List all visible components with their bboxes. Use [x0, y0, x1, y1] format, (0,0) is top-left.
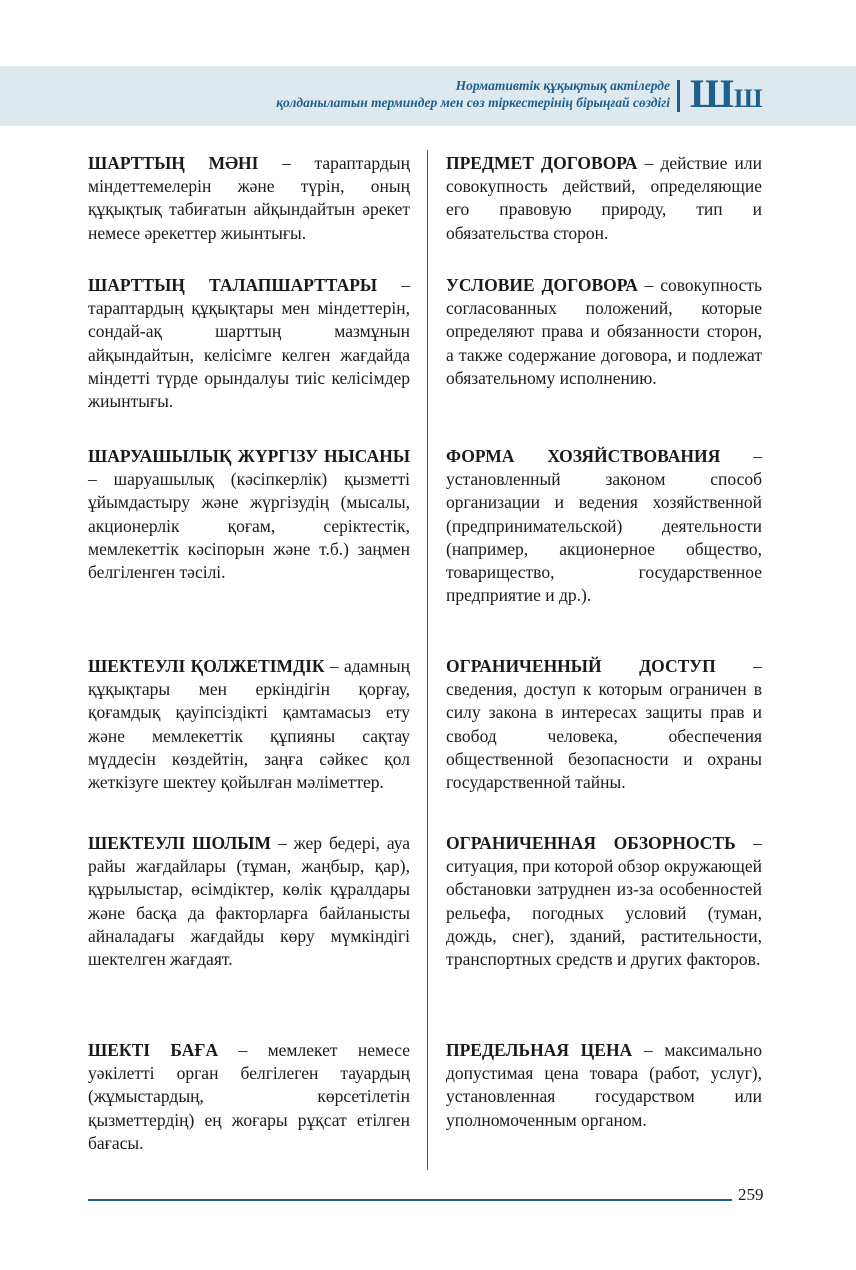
footer-rule: [88, 1199, 732, 1201]
term-kk: ШЕКТЕУЛІ ҚОЛЖЕТІМДІК: [88, 656, 325, 676]
page-number: 259: [738, 1185, 764, 1204]
entry-ru-1: [446, 152, 762, 245]
entry-kk-3: [88, 445, 410, 584]
definition-ru: – совокупность согласованных положений, которые определяют права и обязанности сторон, а также содержание договора, и подлежат обязательному исполнению.: [446, 275, 762, 388]
term-ru: ПРЕДМЕТ ДОГОВОРА: [446, 153, 638, 173]
entry-kk-2: [88, 274, 410, 413]
entry-ru-6: [446, 1039, 762, 1132]
entry-kk-5: [88, 832, 410, 971]
entry-ru-5: [446, 832, 762, 971]
definition-kk: – адамның құқықтары мен еркіндігін қорғау, қоғамдық қауіпсіздікті қамтамасыз ету және мемлекеттік құпияны сақтау мүддесін көздейтін, заңға сәйкес қол жеткізуге шектеу қойылған мәліметтер.: [88, 656, 410, 793]
definition-kk: – жер бедері, ауа райы жағдайлары (тұман, жаңбыр, қар), құрылыстар, өсімдіктер, көлік құралдары және басқа да факторларға байланысты айналадағы жағдайды көру мүмкіндігі шектелген жағдаят.: [88, 833, 410, 970]
running-header: [276, 77, 670, 111]
entry-ru-4: [446, 655, 762, 794]
header-line-1: Нормативтік құқықтық актілерде: [455, 78, 670, 93]
definition-ru: – действие или совокупность действий, определяющие его правовую природу, тип и обязательства сторон.: [446, 153, 763, 243]
definition-kk: – шаруашылық (кәсіпкерлік) қызметті ұйымдастыру және жүргізудің (мысалы, акционерлік қоғам, серіктестік, мемлекеттік кәсіпорын және т.б.) заңмен белгіленген тәсілі.: [88, 469, 410, 583]
definition-kk: – тараптардың құқықтары мен міндеттерін, сондай-ақ шарттың мазмұнын айқындайтын, келісімге келген жағдайда міндетті түрде орындалуы тиіс келісімдер жиынтығы.: [88, 275, 410, 412]
definition-ru: – установленный законом способ организации и ведения хозяйственной (предпринимательской) деятельности (например, акционерное общество, товарищество, государственное предприятие и др.).: [446, 446, 762, 606]
term-ru: ОГРАНИЧЕННЫЙ ДОСТУП: [446, 656, 716, 676]
header-line-2: қолданылатын терминдер мен сөз тіркестерінің бірыңғай сөздігі: [276, 95, 670, 110]
section-letter: [690, 70, 763, 123]
term-kk: ШАРТТЫҢ МӘНІ: [88, 153, 259, 173]
entry-kk-6: [88, 1039, 410, 1155]
term-ru: ОГРАНИЧЕННАЯ ОБЗОРНОСТЬ: [446, 833, 736, 853]
section-letter-big: Ш: [690, 71, 734, 116]
entry-ru-2: [446, 274, 762, 390]
section-letter-small: Ш: [733, 84, 763, 113]
definition-ru: – максимально допустимая цена товара (работ, услуг), установленная государством или уполномоченным органом.: [446, 1040, 762, 1130]
term-kk: ШАРУАШЫЛЫҚ ЖҮРГІЗУ НЫСАНЫ: [88, 446, 410, 466]
entry-ru-3: [446, 445, 762, 607]
term-ru: ПРЕДЕЛЬНАЯ ЦЕНА: [446, 1040, 633, 1060]
term-kk: ШЕКТІ БАҒА: [88, 1040, 219, 1060]
term-ru: ФОРМА ХОЗЯЙСТВОВАНИЯ: [446, 446, 721, 466]
definition-kk: – мемлекет немесе уәкілетті орган белгілеген тауардың (жұмыстардың, көрсетілетін қызметтердің) ең жоғары рұқсат етілген бағасы.: [88, 1040, 410, 1153]
header-divider: [677, 80, 680, 112]
column-divider: [427, 150, 428, 1170]
term-kk: ШЕКТЕУЛІ ШОЛЫМ: [88, 833, 271, 853]
term-ru: УСЛОВИЕ ДОГОВОРА: [446, 275, 638, 295]
definition-ru: – ситуация, при которой обзор окружающей обстановки затруднен из-за особенностей рельефа, погодных условий (туман, дождь, снег), зданий, растительности, транспортных средств и других факторов.: [446, 833, 762, 970]
definition-kk: – тараптардың міндеттемелерін және түрін, оның құқықтық табиғатын айқындайтын әрекет немесе әрекеттер жиынтығы.: [88, 153, 410, 243]
term-kk: ШАРТТЫҢ ТАЛАПШАРТТАРЫ: [88, 275, 378, 295]
entry-kk-1: [88, 152, 410, 245]
entry-kk-4: [88, 655, 410, 794]
definition-ru: – сведения, доступ к которым ограничен в силу закона в интересах защиты прав и свобод человека, обеспечения общественной безопасности и охраны государственной тайны.: [446, 656, 762, 793]
